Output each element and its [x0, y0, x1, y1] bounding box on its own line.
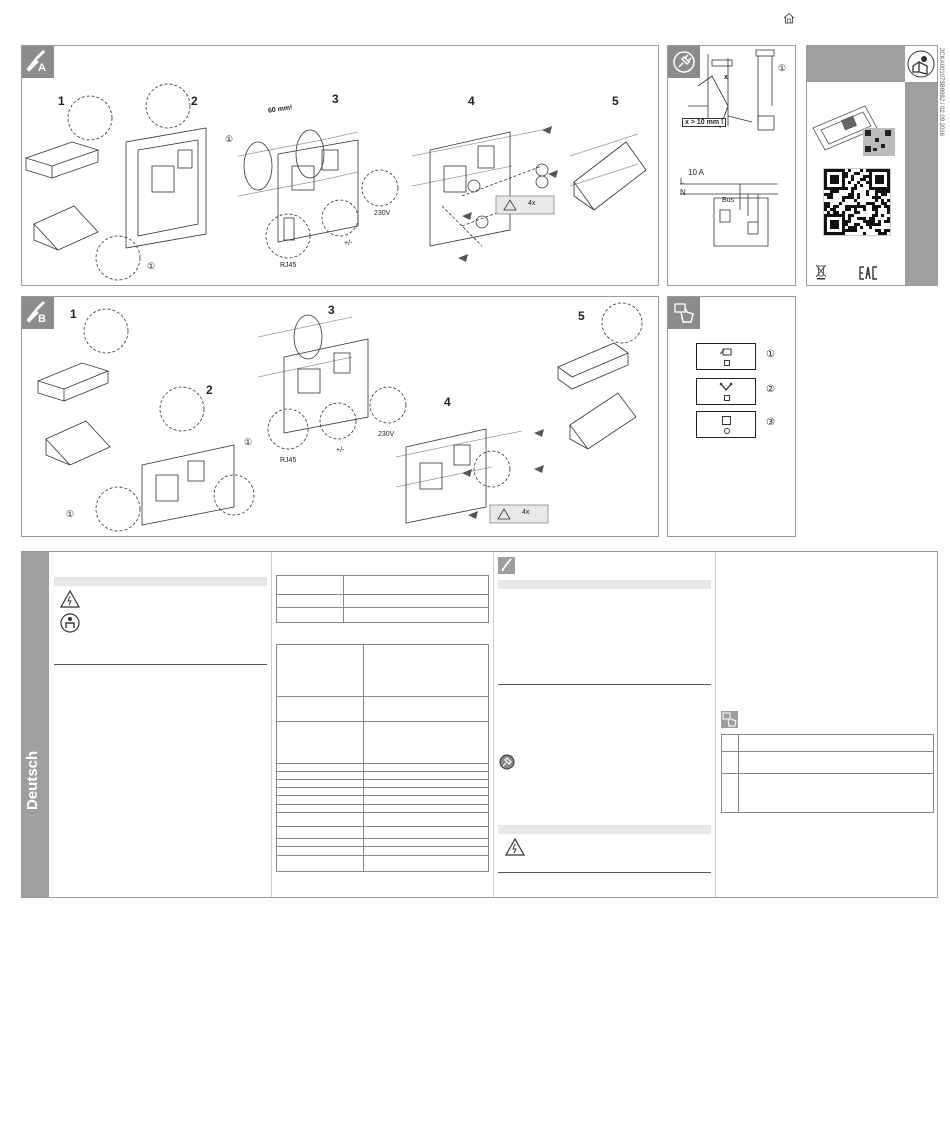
safety-divider: [54, 664, 267, 665]
mode-callout-2: ②: [766, 384, 775, 395]
mounting-divider: [498, 684, 711, 685]
led-status-table: [721, 734, 934, 813]
step-a-4: 4: [468, 94, 475, 108]
operation-badge: [721, 711, 738, 728]
step-a-5: 5: [612, 94, 619, 108]
mode-button-1[interactable]: [696, 343, 756, 370]
led-indicator-1: [724, 360, 730, 366]
safety-header-bar: [54, 577, 267, 586]
step-a-3: 3: [332, 92, 339, 106]
distance-label: 60 mm!: [267, 104, 293, 115]
qr-code: [823, 168, 891, 236]
x-label: x: [724, 74, 728, 81]
section-b-illustration: [22, 297, 658, 536]
app-info-panel: [806, 45, 938, 286]
section-b-letter: B: [38, 313, 46, 325]
column-divider-2: [493, 552, 494, 897]
step-b-2: 2: [206, 383, 213, 397]
wiring-diagram: [668, 46, 795, 285]
screw-count-b: 4x: [522, 509, 530, 516]
fuse-label: 10 A: [688, 168, 705, 177]
n-label: N: [680, 188, 686, 197]
column-divider-3: [715, 552, 716, 897]
installation-panel-b: [21, 296, 659, 537]
callout-b-step1: ①: [66, 509, 75, 519]
mode-button-2[interactable]: [696, 378, 756, 405]
step-b-5: 5: [578, 309, 585, 323]
technical-data-table: [276, 644, 489, 872]
column-divider-1: [271, 552, 272, 897]
step-b-3: 3: [328, 303, 335, 317]
document-number: 2CKA001073B8982 / 02.09.2016: [938, 48, 944, 137]
step-b-4: 4: [444, 395, 451, 409]
installation-panel-a: [21, 45, 659, 286]
app-header-bar: [807, 46, 905, 82]
clearance-label: x > 10 mm !: [682, 118, 726, 127]
operating-modes-panel: [667, 296, 796, 537]
warning-divider: [498, 872, 711, 873]
step-a-1: 1: [58, 94, 65, 108]
step-a-2: 2: [191, 94, 198, 108]
modes-badge: [668, 297, 700, 329]
mounting-badge: [498, 557, 515, 574]
wiring-panel: [667, 45, 796, 286]
callout-a-step2: ①: [225, 134, 234, 144]
voltage-label-a: 230V: [374, 210, 391, 217]
language-label: [24, 786, 41, 810]
rj45-label-b: RJ45: [280, 457, 297, 464]
german-instructions-panel: [21, 551, 938, 898]
callout-a-step1: ①: [147, 261, 156, 271]
voltage-label-b: 230V: [378, 431, 395, 438]
callout-wiring: ①: [778, 63, 787, 73]
home-icon: [783, 12, 795, 24]
section-a-letter: A: [38, 62, 46, 74]
language-tab: [22, 552, 49, 897]
qr-code-small: [863, 128, 895, 156]
app-side-bar: [905, 82, 937, 285]
led-indicator-3: [724, 428, 730, 434]
polarity-label-b: +/-: [336, 447, 345, 454]
info-table-1: [276, 575, 489, 623]
rj45-label-a: RJ45: [280, 262, 297, 269]
polarity-label-a: +/-: [344, 240, 353, 247]
warning-header-bar: [498, 825, 711, 834]
square-icon: [722, 416, 731, 425]
section-a-illustration: [22, 46, 658, 285]
mounting-header-bar: [498, 580, 711, 589]
mode-button-3[interactable]: [696, 411, 756, 438]
mode-callout-3: ③: [766, 417, 775, 428]
mode-callout-1: ①: [766, 349, 775, 360]
step-b-1: 1: [70, 307, 77, 321]
bus-label: Bus: [722, 197, 735, 204]
led-indicator-2: [724, 395, 730, 401]
screw-count-a: 4x: [528, 200, 536, 207]
l-label: L: [680, 177, 685, 186]
callout-b-step2: ①: [244, 437, 253, 447]
